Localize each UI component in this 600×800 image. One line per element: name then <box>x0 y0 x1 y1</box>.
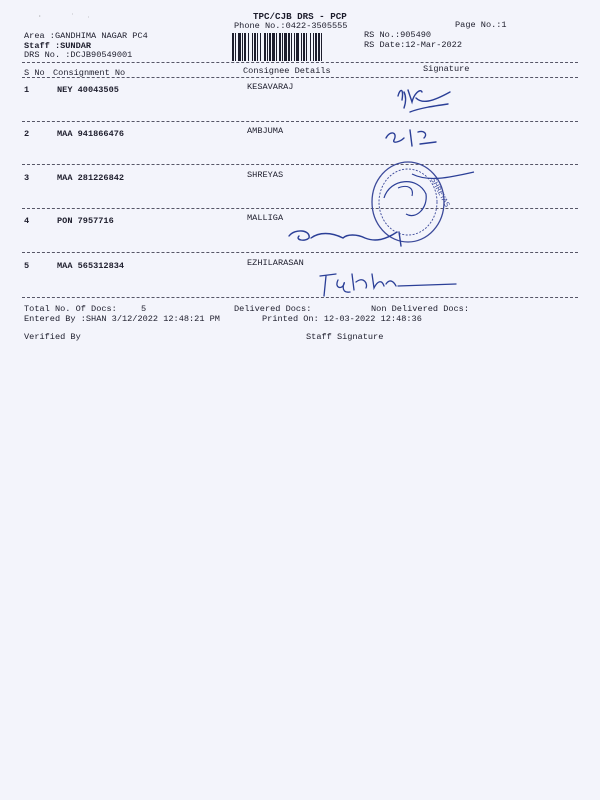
barcode-bar <box>238 33 241 61</box>
row-4-divider <box>22 252 578 253</box>
col-sno: S No <box>24 68 45 78</box>
barcode-bar <box>306 33 307 61</box>
document-title: TPC/CJB DRS - PCP <box>253 11 347 22</box>
row-2-consignment: MAA 941866476 <box>57 129 125 139</box>
verified-by: Verified By <box>24 332 81 342</box>
drs-number: DRS No. :DCJB90549001 <box>24 50 133 60</box>
barcode-bar <box>269 33 271 61</box>
row-3-consignment: MAA 281226842 <box>57 173 125 183</box>
barcode-bar <box>252 33 253 61</box>
col-consignment: Consignment No <box>53 68 126 78</box>
row-5-consignee: EZHILARASAN <box>247 258 304 268</box>
delivered-docs-label: Delivered Docs: <box>234 304 312 314</box>
page-number: Page No.:1 <box>455 20 507 30</box>
row-1-consignee: KESAVARAJ <box>247 82 294 92</box>
barcode-bar <box>296 33 299 61</box>
barcode-bar <box>254 33 256 61</box>
row-1-consignment: NEY 40043505 <box>57 85 119 95</box>
rs-date: RS Date:12-Mar-2022 <box>364 40 462 50</box>
non-delivered-docs-label: Non Delivered Docs: <box>371 304 469 314</box>
row-4-consignment: PON 7957716 <box>57 216 114 226</box>
total-docs-label: Total No. Of Docs: <box>24 304 117 314</box>
row-3-divider <box>22 208 578 209</box>
row-3-sno: 3 <box>24 173 30 183</box>
barcode-bar <box>248 33 249 61</box>
corner-marks-2: ˈ <box>87 16 91 23</box>
staff-label: Staff :SUNDAR <box>24 41 92 51</box>
barcode-bar <box>313 33 314 61</box>
rs-number: RS No.:905490 <box>364 30 432 40</box>
row-2-divider <box>22 164 578 165</box>
row-3-consignee: SHREYAS <box>247 170 284 180</box>
barcode-bar <box>276 33 277 61</box>
phone-number: Phone No.:0422-3505555 <box>234 21 348 31</box>
row-2-consignee: AMBJUMA <box>247 126 284 136</box>
barcode <box>232 33 358 61</box>
barcode-bar <box>264 33 266 61</box>
row-2-sno: 2 <box>24 129 30 139</box>
row-4-sno: 4 <box>24 216 30 226</box>
signature-5-image <box>316 266 466 302</box>
barcode-bar <box>267 33 268 61</box>
total-docs-value: 5 <box>141 304 147 314</box>
barcode-bar <box>232 33 234 61</box>
barcode-bar <box>272 33 275 61</box>
barcode-bar <box>291 33 292 61</box>
staff-signature-label: Staff Signature <box>306 332 384 342</box>
barcode-bar <box>310 33 311 61</box>
row-5-sno: 5 <box>24 261 30 271</box>
corner-marks: · ˈ <box>38 13 75 20</box>
row-5-consignment: MAA 565312834 <box>57 261 125 271</box>
header-rule-top <box>22 62 578 63</box>
signature-2-image <box>380 124 450 150</box>
barcode-bar <box>315 33 317 61</box>
barcode-bar <box>279 33 281 61</box>
col-consignee: Consignee Details <box>243 66 331 76</box>
row-1-sno: 1 <box>24 85 30 95</box>
header-rule-bottom <box>22 77 578 78</box>
table-rule-bottom <box>22 297 578 298</box>
barcode-bar <box>301 33 302 61</box>
barcode-bar <box>235 33 236 61</box>
barcode-bar <box>303 33 305 61</box>
col-signature: Signature <box>423 64 470 74</box>
barcode-bar <box>294 33 295 61</box>
printed-on: Printed On: 12-03-2022 12:48:36 <box>262 314 422 324</box>
row-4-consignee: MALLIGA <box>247 213 284 223</box>
area-label: Area :GANDHIMA NAGAR PC4 <box>24 31 148 41</box>
stamp-text: SHREYAS <box>429 176 452 209</box>
entered-by: Entered By :SHAN 3/12/2022 12:48:21 PM <box>24 314 220 324</box>
barcode-bar <box>288 33 290 61</box>
row-1-divider <box>22 121 578 122</box>
signature-1-image <box>390 84 460 120</box>
barcode-bar <box>318 33 320 61</box>
barcode-bar <box>257 33 258 61</box>
barcode-bar <box>321 33 322 61</box>
barcode-bar <box>282 33 283 61</box>
barcode-bar <box>244 33 246 61</box>
signature-4-image <box>285 222 415 252</box>
barcode-bar <box>284 33 287 61</box>
barcode-bar <box>242 33 243 61</box>
barcode-bar <box>260 33 261 61</box>
